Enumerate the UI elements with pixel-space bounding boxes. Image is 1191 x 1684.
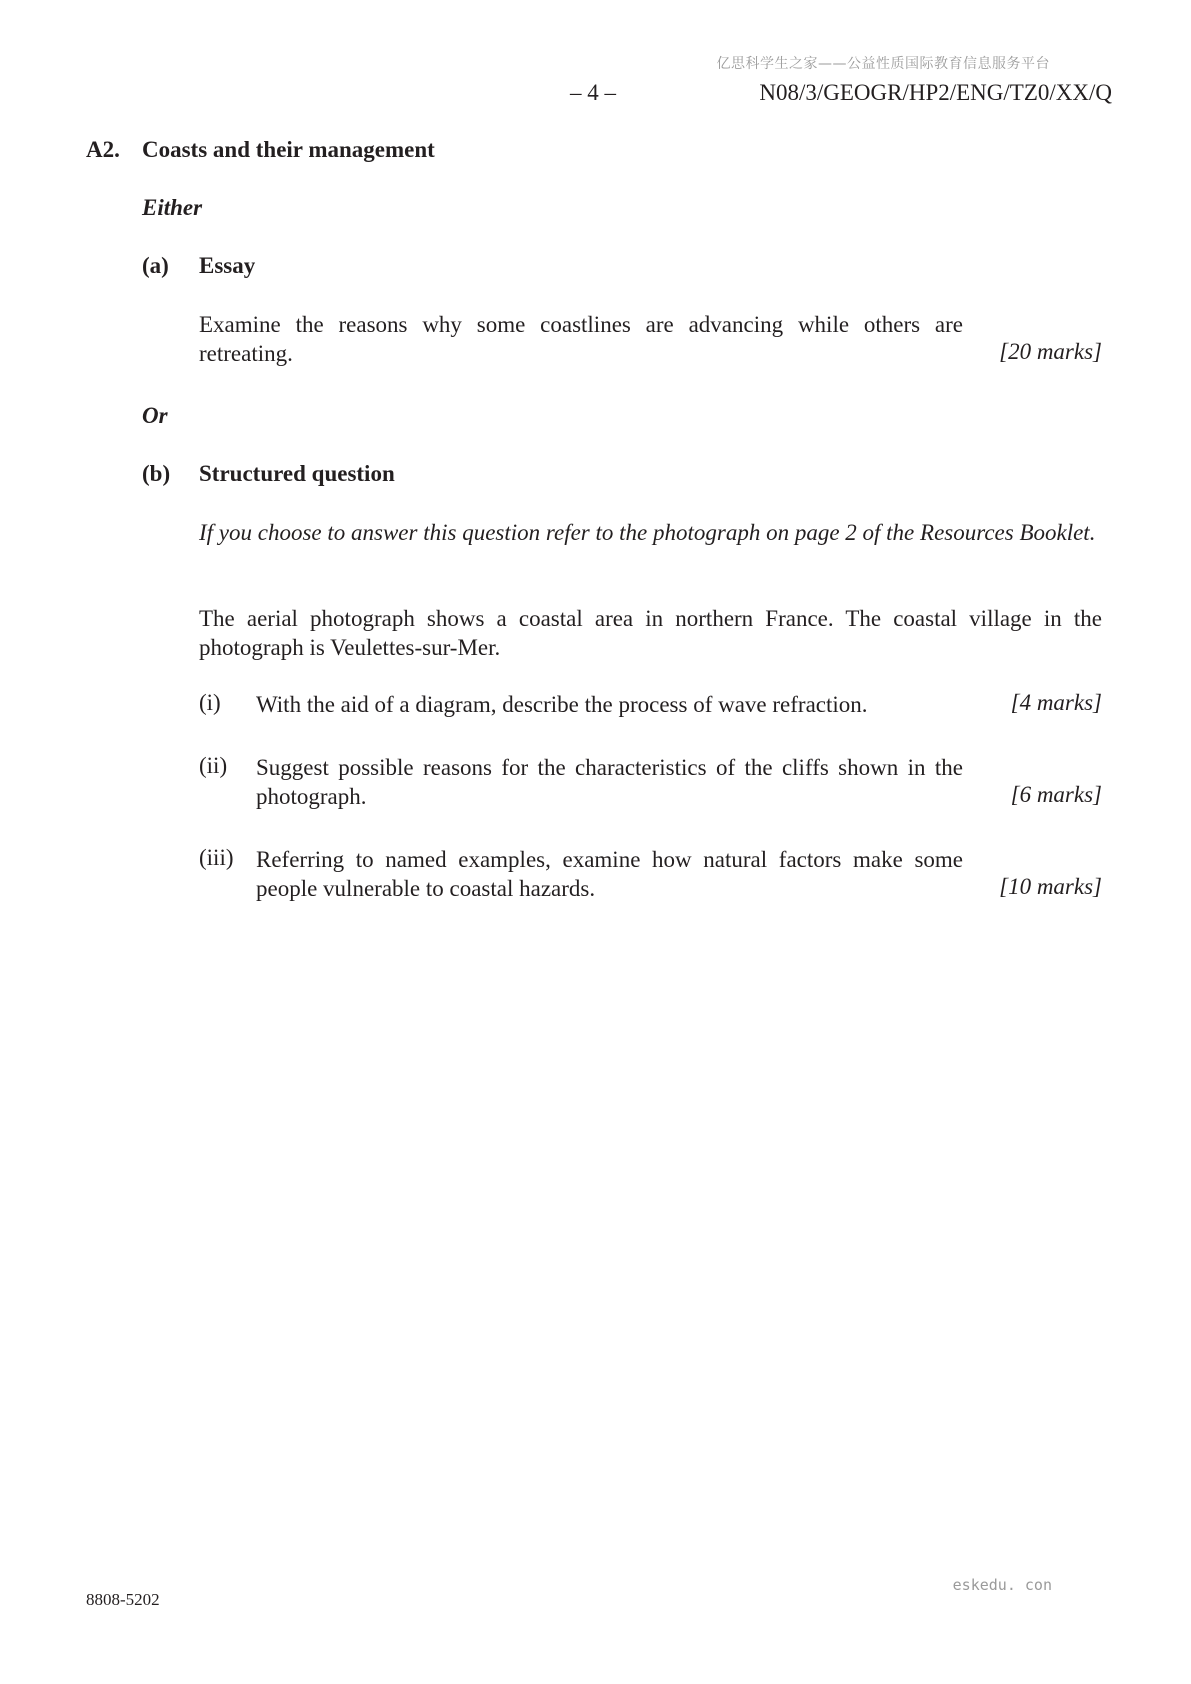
or-label: Or	[142, 403, 168, 428]
subquestion-iii-marks: [10 marks]	[999, 874, 1102, 899]
footer-watermark: eskedu. con	[952, 1576, 1052, 1594]
part-a-text: Examine the reasons why some coastlines are advancing while others are retreating.	[199, 312, 963, 366]
subquestion-i-marks: [4 marks]	[1010, 690, 1102, 715]
footer-code: 8808-5202	[86, 1590, 160, 1609]
subquestion-iii-text: Referring to named examples, examine how natural factors make some people vulnerable to coastal hazards.	[256, 847, 963, 901]
subquestion-iii-label: (iii)	[199, 845, 234, 870]
part-b-instruction: If you choose to answer this question refer to the photograph on page 2 of the Resources Booklet.	[199, 520, 1096, 545]
part-a-label: (a)	[142, 253, 169, 278]
subquestion-ii-marks: [6 marks]	[1010, 782, 1102, 807]
part-b-intro: The aerial photograph shows a coastal area in northern France. The coastal village in the photograph is Veulettes-sur-Mer.	[199, 606, 1102, 660]
part-a-marks: [20 marks]	[999, 339, 1102, 364]
document-code: N08/3/GEOGR/HP2/ENG/TZ0/XX/Q	[759, 80, 1112, 105]
part-b-label: (b)	[142, 461, 171, 486]
subquestion-ii-text: Suggest possible reasons for the characteristics of the cliffs shown in the photograph.	[256, 755, 963, 809]
subquestion-i-label: (i)	[199, 690, 221, 715]
page-number: – 4 –	[570, 80, 616, 105]
subquestion-ii-label: (ii)	[199, 753, 228, 778]
either-label: Either	[142, 195, 203, 220]
question-title: Coasts and their management	[142, 137, 435, 162]
part-b-heading: Structured question	[199, 461, 395, 486]
question-number: A2.	[86, 137, 120, 162]
header-watermark: 亿思科学生之家——公益性质国际教育信息服务平台	[716, 56, 1050, 72]
subquestion-i-text: With the aid of a diagram, describe the process of wave refraction.	[256, 692, 868, 717]
part-a-heading: Essay	[199, 253, 256, 278]
